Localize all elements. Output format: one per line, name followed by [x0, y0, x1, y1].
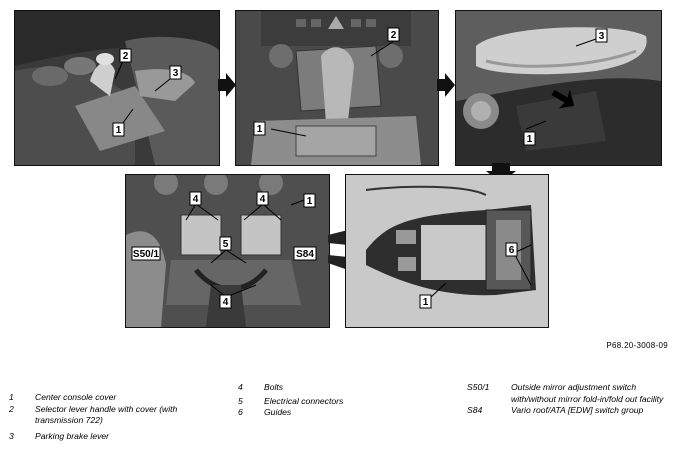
photo-cover-removed — [235, 10, 439, 166]
legend-item — [238, 396, 398, 408]
legend-number: 4 — [238, 382, 243, 392]
legend-text: Selector lever handle with cover (with transmission 722) — [35, 403, 178, 425]
callout-4: 4 — [192, 194, 199, 205]
legend-text: Vario roof/ATA [EDW] switch group — [511, 405, 644, 415]
photo-5-graphic — [346, 175, 548, 327]
callout-2: 2 — [122, 51, 129, 62]
legend-item — [9, 404, 204, 427]
step-arrow-icon — [218, 73, 236, 97]
photo-console-switches — [125, 174, 330, 328]
callout-1: 1 — [115, 125, 122, 136]
photo-2-graphic — [236, 11, 438, 165]
callout-s50-1: S50/1 — [132, 249, 160, 260]
photo-parking-brake-lever — [455, 10, 662, 166]
photo-3-graphic — [456, 11, 661, 165]
photo-1-graphic — [15, 11, 219, 165]
legend-number: 5 — [238, 395, 243, 406]
callout-6: 6 — [508, 245, 515, 256]
legend-number: S84 — [467, 405, 483, 415]
legend-column-3 — [467, 382, 667, 417]
callout-5: 5 — [222, 239, 229, 250]
reference-code: P68.20-3008-09 — [606, 341, 668, 350]
photo-4-graphic — [126, 175, 329, 327]
callout-1: 1 — [422, 297, 429, 308]
legend-column-2 — [238, 382, 398, 419]
legend-item — [9, 392, 204, 404]
legend-text: Electrical connectors — [264, 395, 344, 406]
legend-item — [238, 407, 398, 419]
legend-number: S50/1 — [467, 382, 490, 392]
legend-text: Guides — [264, 407, 292, 417]
legend-number: 6 — [238, 407, 243, 417]
callout-4: 4 — [222, 297, 229, 308]
legend-number: 1 — [9, 392, 14, 402]
callout-s84: S84 — [296, 249, 314, 260]
legend-text: Outside mirror adjustment switch with/without mirror fold-in/fold out facility — [511, 382, 664, 404]
photo-removed-cover — [345, 174, 549, 328]
legend-item — [9, 431, 204, 443]
callout-1: 1 — [306, 196, 313, 207]
callout-4: 4 — [259, 194, 266, 205]
legend-number: 3 — [9, 430, 14, 441]
photo-center-console-overview — [14, 10, 220, 166]
legend-text: Center console cover — [35, 392, 117, 402]
legend-number: 2 — [9, 403, 14, 414]
legend-item — [238, 382, 398, 394]
legend-item — [467, 382, 667, 405]
callout-3: 3 — [172, 68, 179, 79]
legend-text: Parking brake lever — [35, 430, 110, 441]
legend-column-1 — [9, 392, 204, 442]
legend-item — [467, 405, 667, 417]
callout-2: 2 — [390, 30, 397, 41]
callout-1: 1 — [526, 134, 533, 145]
callout-1: 1 — [256, 124, 263, 135]
step-arrow-icon — [437, 73, 455, 97]
callout-3: 3 — [598, 31, 605, 42]
legend-text: Bolts — [264, 382, 284, 392]
